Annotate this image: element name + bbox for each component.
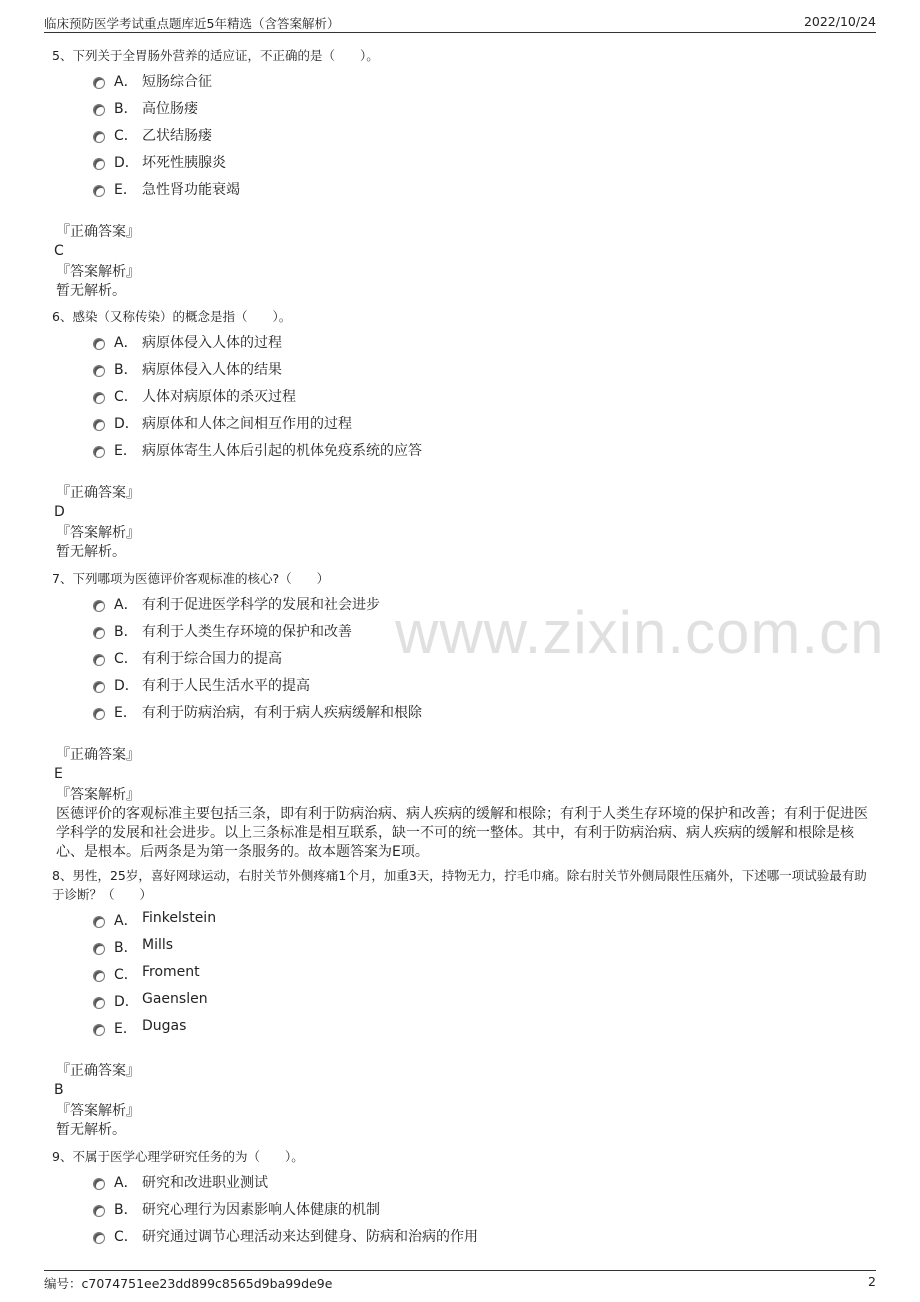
radio-icon[interactable]	[93, 1178, 105, 1190]
radio-icon[interactable]	[93, 77, 105, 89]
option-letter: B．	[114, 624, 138, 640]
radio-icon[interactable]	[93, 446, 105, 458]
explanation-label: 『答案解析』	[56, 787, 140, 803]
option-a[interactable]	[93, 592, 872, 619]
explanation-text: 暂无解析。	[56, 283, 126, 299]
option-b[interactable]	[93, 619, 872, 646]
option-letter: A．	[114, 597, 138, 613]
option-e[interactable]	[93, 700, 872, 727]
option-b[interactable]	[93, 357, 872, 384]
option-letter: A．	[114, 335, 138, 351]
page-number: 2	[868, 1274, 876, 1289]
document-code: 编号：c7074751ee23dd899c8565d9ba99de9e	[44, 1276, 333, 1291]
explanation-text: 医德评价的客观标准主要包括三条，即有利于防病治病、病人疾病的缓解和根除；有利于人类生存环境的保护和改善；有利于促进医学科学的发展和社会进步。以上三条标准是相互联系，缺一不可的统一整体。其中，有利于防病治病、病人疾病的缓解和根除是核心、是根本。后两条是为第一条服务的。故本题答案为E项。	[56, 806, 868, 860]
answer-label: 『正确答案』	[56, 485, 140, 501]
explanation-label: 『答案解析』	[56, 264, 140, 280]
option-text: 病原体侵入人体的过程	[142, 335, 282, 351]
option-text: Dugas	[142, 1018, 187, 1034]
option-text: 乙状结肠瘘	[142, 128, 212, 144]
option-text: 急性肾功能衰竭	[142, 182, 240, 198]
option-letter: E．	[114, 182, 137, 198]
option-text: 有利于人类生存环境的保护和改善	[142, 624, 352, 640]
option-letter: E．	[114, 705, 137, 721]
explanation-label: 『答案解析』	[56, 1103, 140, 1119]
option-a[interactable]	[93, 908, 872, 935]
option-text: 研究心理行为因素影响人体健康的机制	[142, 1202, 380, 1218]
option-a[interactable]	[93, 1170, 872, 1197]
option-c[interactable]	[93, 384, 872, 411]
option-a[interactable]	[93, 330, 872, 357]
radio-icon[interactable]	[93, 970, 105, 982]
explanation-label: 『答案解析』	[56, 525, 140, 541]
option-letter: B．	[114, 940, 138, 956]
question-stem: 7、下列哪项为医德评价客观标准的核心?（ ）	[52, 571, 330, 586]
page-footer	[44, 1270, 876, 1293]
option-letter: C．	[114, 128, 138, 144]
option-letter: B．	[114, 101, 138, 117]
option-a[interactable]	[93, 69, 872, 96]
question-5	[52, 46, 872, 301]
option-letter: D．	[114, 155, 139, 171]
option-list	[52, 908, 872, 1043]
radio-icon[interactable]	[93, 419, 105, 431]
radio-icon[interactable]	[93, 185, 105, 197]
radio-icon[interactable]	[93, 916, 105, 928]
option-text: 有利于防病治病，有利于病人疾病缓解和根除	[142, 705, 422, 721]
answer-label: 『正确答案』	[56, 747, 140, 763]
radio-icon[interactable]	[93, 338, 105, 350]
option-letter: A．	[114, 1175, 138, 1191]
question-8	[52, 866, 872, 1140]
option-letter: E．	[114, 1021, 137, 1037]
option-text: 人体对病原体的杀灭过程	[142, 389, 296, 405]
radio-icon[interactable]	[93, 600, 105, 612]
answer-value: D	[54, 504, 65, 520]
option-d[interactable]	[93, 989, 872, 1016]
option-b[interactable]	[93, 1197, 872, 1224]
option-b[interactable]	[93, 935, 872, 962]
radio-icon[interactable]	[93, 365, 105, 377]
option-list	[52, 330, 872, 465]
answer-value: E	[54, 766, 63, 782]
question-stem: 9、不属于医学心理学研究任务的为（ ）。	[52, 1149, 304, 1164]
radio-icon[interactable]	[93, 392, 105, 404]
radio-icon[interactable]	[93, 681, 105, 693]
option-letter: C．	[114, 651, 138, 667]
document-date: 2022/10/24	[803, 14, 876, 29]
option-text: Froment	[142, 964, 200, 980]
option-text: 有利于促进医学科学的发展和社会进步	[142, 597, 380, 613]
radio-icon[interactable]	[93, 1205, 105, 1217]
option-c[interactable]	[93, 962, 872, 989]
answer-value: C	[54, 243, 64, 259]
answer-value: B	[54, 1082, 64, 1098]
option-letter: E．	[114, 443, 137, 459]
radio-icon[interactable]	[93, 997, 105, 1009]
option-text: 有利于人民生活水平的提高	[142, 678, 310, 694]
option-b[interactable]	[93, 96, 872, 123]
option-letter: B．	[114, 1202, 138, 1218]
radio-icon[interactable]	[93, 104, 105, 116]
option-text: 坏死性胰腺炎	[142, 155, 226, 171]
radio-icon[interactable]	[93, 943, 105, 955]
option-text: 病原体寄生人体后引起的机体免疫系统的应答	[142, 443, 422, 459]
option-text: 病原体和人体之间相互作用的过程	[142, 416, 352, 432]
option-letter: C．	[114, 1229, 138, 1245]
option-d[interactable]	[93, 673, 872, 700]
question-9	[52, 1147, 872, 1251]
option-c[interactable]	[93, 646, 872, 673]
option-text: 研究通过调节心理活动来达到健身、防病和治病的作用	[142, 1229, 478, 1245]
option-text: 研究和改进职业测试	[142, 1175, 268, 1191]
option-text: Gaenslen	[142, 991, 208, 1007]
radio-icon[interactable]	[93, 1024, 105, 1036]
radio-icon[interactable]	[93, 1232, 105, 1244]
question-stem: 8、男性，25岁，喜好网球运动，右肘关节外侧疼痛1个月，加重3天，持物无力，拧毛巾痛。除右肘关节外侧局限性压痛外，下述哪一项试验最有助于诊断？（ ）	[52, 868, 867, 902]
explanation-text: 暂无解析。	[56, 1122, 126, 1138]
option-letter: D．	[114, 678, 139, 694]
option-list	[52, 1170, 872, 1251]
page-header	[44, 12, 876, 33]
option-letter: D．	[114, 994, 139, 1010]
option-letter: A．	[114, 913, 138, 929]
option-e[interactable]	[93, 1016, 872, 1043]
question-6	[52, 307, 872, 562]
option-e[interactable]	[93, 177, 872, 204]
question-stem: 6、感染（又称传染）的概念是指（ ）。	[52, 309, 292, 324]
option-letter: C．	[114, 967, 138, 983]
option-letter: A．	[114, 74, 138, 90]
option-list	[52, 69, 872, 204]
radio-icon[interactable]	[93, 131, 105, 143]
option-c[interactable]	[93, 123, 872, 150]
option-text: 病原体侵入人体的结果	[142, 362, 282, 378]
option-letter: D．	[114, 416, 139, 432]
explanation-text: 暂无解析。	[56, 544, 126, 560]
radio-icon[interactable]	[93, 158, 105, 170]
radio-icon[interactable]	[93, 708, 105, 720]
radio-icon[interactable]	[93, 627, 105, 639]
option-e[interactable]	[93, 438, 872, 465]
option-c[interactable]	[93, 1224, 872, 1251]
radio-icon[interactable]	[93, 654, 105, 666]
question-stem: 5、下列关于全胃肠外营养的适应证，不正确的是（ ）。	[52, 48, 379, 63]
option-text: Finkelstein	[142, 910, 217, 926]
option-letter: B．	[114, 362, 138, 378]
option-d[interactable]	[93, 411, 872, 438]
option-list	[52, 592, 872, 727]
option-text: 有利于综合国力的提高	[142, 651, 282, 667]
watermark: www.zixin.com.cn	[395, 599, 885, 666]
option-text: 高位肠瘘	[142, 101, 198, 117]
answer-label: 『正确答案』	[56, 1063, 140, 1079]
option-d[interactable]	[93, 150, 872, 177]
option-letter: C．	[114, 389, 138, 405]
option-text: 短肠综合征	[142, 74, 212, 90]
question-7	[52, 569, 872, 862]
document-title: 临床预防医学考试重点题库近5年精选（含答案解析）	[44, 16, 340, 31]
answer-label: 『正确答案』	[56, 224, 140, 240]
option-text: Mills	[142, 937, 174, 953]
